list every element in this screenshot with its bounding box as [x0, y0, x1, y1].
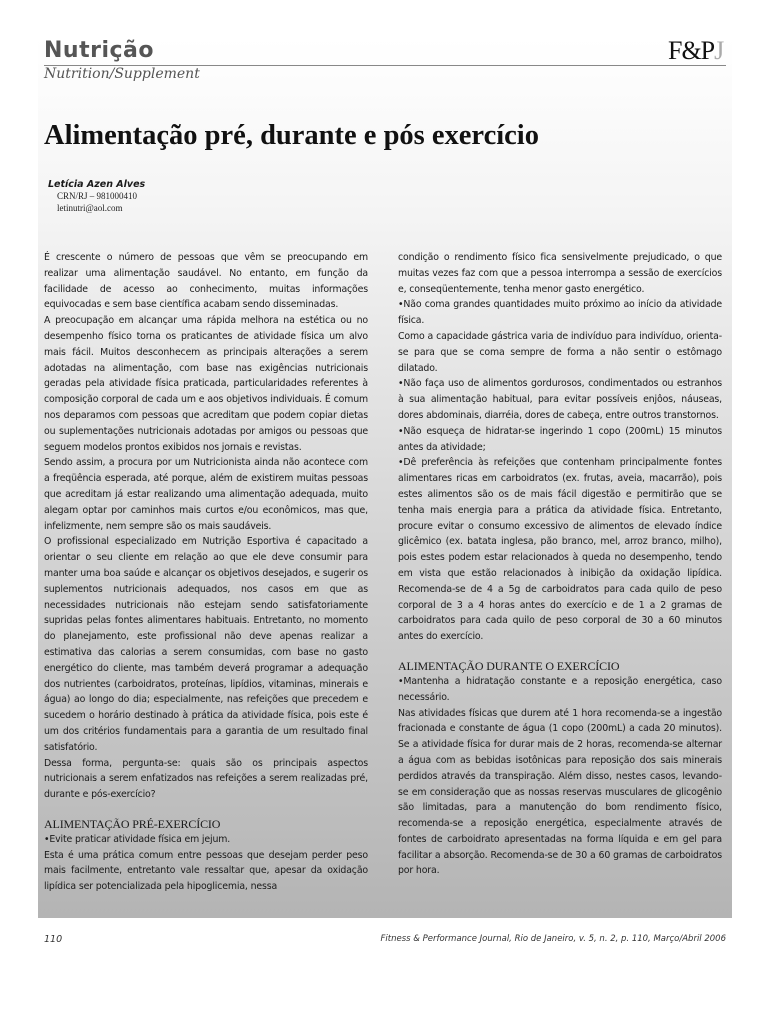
- section-title: Nutrição: [44, 38, 154, 63]
- paragraph: condição o rendimento físico fica sensivelmente prejudicado, o que muitas vezes faz com que a pessoa interrompa a sessão de exercícios e, conseqüentemente, tenha menor gasto energético.: [398, 252, 722, 295]
- journal-logo: [668, 36, 723, 66]
- paragraph: O profissional especializado em Nutrição Esportiva é capacitado a orientar o seu cliente em relação ao que ele deve consumir para manter uma boa saúde e alcançar os objetivos desejados, e sugerir os suplementos nutricionais adequados, nos casos em que as necessidades nutricionais não estejam sendo satisfatoriamente supridas pelas fontes alimentares habituais. Entretanto, no momento do planejamento, este profissional não deve apenas realizar a estimativa das calorias a serem consumidas, com base no gasto energético do cliente, mas também deverá programar a adequação dos nutrientes (carboidratos, proteínas, lipídios, vitaminas, minerais e água) ao longo do dia; especialmente, nas refeições que precedem e sucedem o horário destinado à prática da atividade física, pois este é um dos critérios fundamentais para a garantia de um resultado final satisfatório.: [44, 536, 368, 753]
- paragraph: Nas atividades físicas que durem até 1 hora recomenda-se a ingestão fracionada e constante de água (1 copo (200mL) a cada 20 minutos). Se a atividade física for durar mais de 2 horas, recomenda-se alternar a água com as bebidas isotônicas para reposição dos sais minerais perdidos através da transpiração. Além disso, nestes casos, levando-se em consideração que as nossas reservas musculares de glicogênio são limitadas, para a manutenção do bom rendimento físico, recomenda-se a reposição energética, especialmente através de fontes de carboidrato apresentadas na forma líquida e em gel para facilitar a absorção. Recomenda-se de 30 a 60 gramas de carboidratos por hora.: [398, 707, 722, 877]
- right-column: [398, 250, 722, 879]
- page-number: 110: [44, 934, 63, 945]
- paragraph: É crescente o número de pessoas que vêm se preocupando em realizar uma alimentação saudável. No entanto, em função da facilidade de acesso ao conhecimento, muitas informações equivocadas e sem base científica acabam sendo disseminadas.: [44, 252, 368, 311]
- paragraph: Dessa forma, pergunta-se: quais são os principais aspectos nutricionais a serem enfatizados nas refeições a serem realizadas pré, durante e pós-exercício?: [44, 757, 368, 801]
- logo-suffix: J: [714, 36, 724, 65]
- article-title: Alimentação pré, durante e pós exercício: [44, 120, 539, 151]
- author-registration: CRN/RJ – 981000410: [57, 191, 138, 201]
- paragraph: •Evite praticar atividade física em jejum.: [44, 833, 231, 845]
- paragraph: Sendo assim, a procura por um Nutricionista ainda não acontece com a freqüência esperada, até porque, além de existirem muitas pessoas que acreditam já estar realizando uma alimentação adequada, muito alegam optar por caminhos mais curtos e/ou econômicos, mas que, infelizmente, nem sempre são os mais saudáveis.: [44, 457, 368, 532]
- logo-main: F&P: [668, 36, 715, 65]
- paragraph: Como a capacidade gástrica varia de indivíduo para indivíduo, orienta-se para que se coma sempre de forma a não sentir o estômago dilatado.: [398, 330, 722, 374]
- paragraph: •Não coma grandes quantidades muito próximo ao início da atividade física.: [398, 299, 722, 327]
- paragraph: A preocupação em alcançar uma rápida melhora na estética ou no desempenho físico torna os praticantes de atividade física um alvo mais fácil. Muitos desconhecem as principais alterações a serem adotadas na alimentação, com base nas exigências nutricionais geradas pela atividade física praticada, particularidades referentes à composição corporal de cada um e aos objetivos individuais. É comum nos deparamos com pessoas que acreditam que podem copiar dietas ou suplementações nutricionais adotadas por amigos ou pessoas que seguem modelos prontos exibidos nos jornais e revistas.: [44, 315, 368, 453]
- author-name: Letícia Azen Alves: [48, 179, 146, 190]
- paragraph: •Não faça uso de alimentos gordurosos, condimentados ou estranhos à sua alimentação habitual, para evitar possíveis enjôos, náuseas, dores abdominais, diarréia, dores de cabeça, entre outros transtornos.: [398, 378, 722, 421]
- paragraph: •Não esqueça de hidratar-se ingerindo 1 copo (200mL) 15 minutos antes da atividade;: [398, 425, 722, 453]
- author-email: letinutri@aol.com: [57, 203, 123, 213]
- heading-during-exercise: ALIMENTAÇÃO DURANTE O EXERCÍCIO: [398, 658, 620, 673]
- paragraph: •Dê preferência às refeições que contenham principalmente fontes alimentares ricas em carboidratos (ex. frutas, aveia, macarrão), pois estes alimentos são os de mais fácil digestão e permitirão que se tenha mais energia para a prática da atividade física. Entretanto, procure evitar o consumo excessivo de alimentos de elevado índice glicêmico (ex. batata inglesa, pão branco, mel, arroz branco, milho), pois estes podem estar relacionados à queda no desempenho, tendo em vista que estão relacionados à inibição da oxidação lipídica. Recomenda-se de 4 a 5g de carboidratos para cada quilo de peso corporal de 3 a 4 horas antes do exercício e de 1 a 2 gramas de carboidratos para cada quilo de peso corporal de 30 a 60 minutos antes do exercício.: [398, 457, 722, 643]
- journal-citation: Fitness & Performance Journal, Rio de Janeiro, v. 5, n. 2, p. 110, Março/Abril 2006: [380, 934, 726, 944]
- heading-pre-exercise: ALIMENTAÇÃO PRÉ-EXERCÍCIO: [44, 816, 221, 831]
- left-column: [44, 250, 368, 895]
- paragraph: Esta é uma prática comum entre pessoas que desejam perder peso mais facilmente, entretanto vale ressaltar que, apesar da oxidação lipídica ser potencializada pela hipoglicemia, nessa: [44, 849, 368, 893]
- paragraph: •Mantenha a hidratação constante e a reposição energética, caso necessário.: [398, 675, 722, 703]
- section-subtitle: Nutrition/Supplement: [44, 66, 200, 82]
